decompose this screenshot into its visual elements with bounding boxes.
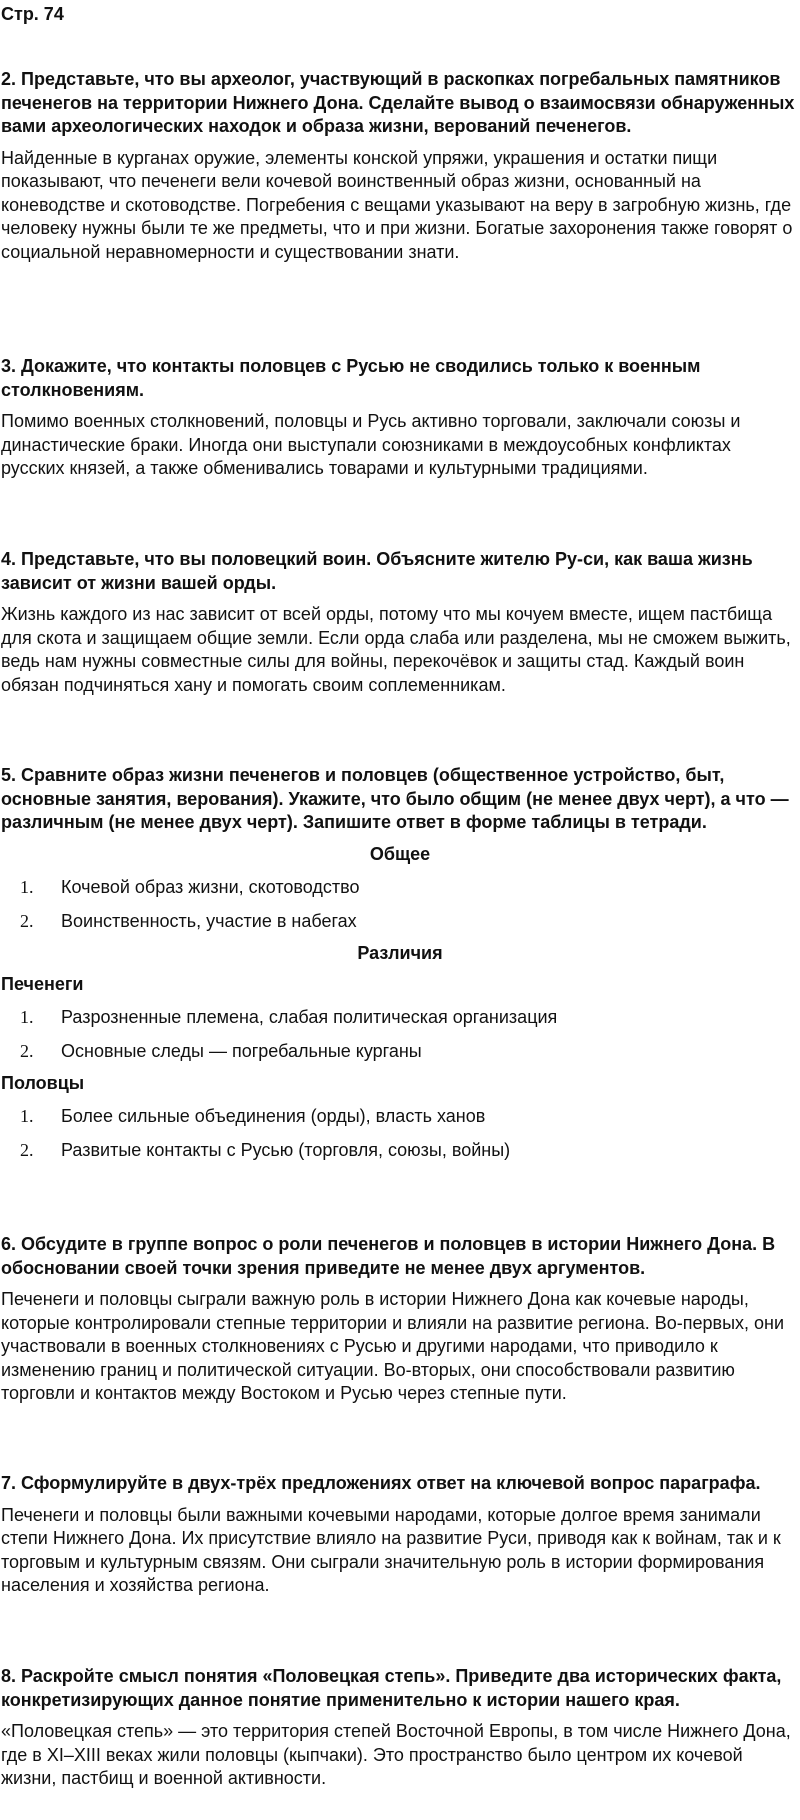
task-6-answer: Печенеги и половцы сыграли важную роль в истории Нижнего Дона как кочевые народы, которые контролировали степные территории и влияли на развитие региона. Во-первых, они участвовали в военных столкновениях с Русью и другими народами, что приводило к изменению границ и политической ситуации. Во-вторых, они способствовали развитию торговли и контактов между Востоком и Русью через степные пути.: [1, 1289, 785, 1403]
list-number: 1.: [20, 1105, 34, 1126]
task-4-question: 4. Представьте, что вы половецкий воин. Объясните жителю Ру-си, как ваша жизнь зависит от жизни вашей орды.: [1, 549, 753, 593]
task-5: [1, 764, 799, 1167]
list-item: [1, 1000, 799, 1034]
list-item-text: Более сильные объединения (орды), власть ханов: [61, 1105, 486, 1126]
task-4: [1, 548, 799, 697]
list-number: 2.: [20, 1139, 34, 1160]
list-item-text: Развитые контакты с Русью (торговля, союзы, войны): [61, 1139, 511, 1160]
list-number: 1.: [20, 1006, 34, 1027]
list-item: [1, 1034, 799, 1068]
task-6-question: 6. Обсудите в группе вопрос о роли печенегов и половцев в истории Нижнего Дона. В обосновании своей точки зрения приведите не менее двух аргументов.: [1, 1234, 776, 1278]
list-item: [1, 1133, 799, 1167]
polovtsy-list: [1, 1099, 799, 1167]
common-list: [1, 870, 799, 938]
list-number: 2.: [20, 910, 34, 931]
pechenegs-list: [1, 1000, 799, 1068]
task-2-answer: Найденные в курганах оружие, элементы конской упряжи, украшения и остатки пищи показывают, что печенеги вели кочевой воинственный образ жизни, основанный на коневодстве и скотоводстве. Погребения с вещами указывают на веру в загробную жизнь, где человеку нужны были те же предметы, что и при жизни. Богатые захоронения также говорят о социальной неравномерности и существовании знати.: [1, 147, 793, 262]
list-item: [1, 904, 799, 938]
list-item: [1, 870, 799, 904]
task-2: [1, 68, 799, 264]
task-8-question: 8. Раскройте смысл понятия «Половецкая степь». Приведите два исторических факта, конкретизирующих данное понятие применительно к истории нашего края.: [1, 1666, 782, 1710]
task-3-question: 3. Докажите, что контакты половцев с Русью не сводились только к военным столкновениям.: [1, 356, 701, 400]
list-item: [1, 1099, 799, 1133]
list-number: 2.: [20, 1040, 34, 1061]
task-3-answer: Помимо военных столкновений, половцы и Русь активно торговали, заключали союзы и династические браки. Иногда они выступали союзниками в междоусобных конфликтах русских князей, а также обменивались товарами и культурными традициями.: [1, 411, 741, 478]
list-item-text: Воинственность, участие в набегах: [61, 910, 357, 931]
list-number: 1.: [20, 876, 34, 897]
list-item-text: Основные следы — погребальные курганы: [61, 1040, 422, 1061]
task-7: [1, 1472, 799, 1598]
polovtsy-heading: Половцы: [1, 1072, 85, 1093]
task-6: [1, 1233, 799, 1406]
task-7-answer: Печенеги и половцы были важными кочевыми народами, которые долгое время занимали степи Нижнего Дона. Их присутствие влияло на развитие Руси, приводя как к войнам, так и к торговым и культурным связям. Они сыграли значительную роль в истории формирования населения и хозяйства региона.: [1, 1504, 781, 1595]
task-4-answer: Жизнь каждого из нас зависит от всей орды, потому что мы кочуем вместе, ищем пастбища для скота и защищаем общие земли. Если орда слаба или разделена, мы не сможем выжить, ведь нам нужны совместные силы для войны, перекочёвок и защиты стад. Каждый воин обязан подчиняться хану и помогать своим соплеменникам.: [1, 604, 791, 695]
task-5-question: 5. Сравните образ жизни печенегов и половцев (общественное устройство, быт, основные занятия, верования). Укажите, что было общим (не менее двух черт), а что — различным (не менее двух черт). Запишите ответ в форме таблицы в тетради.: [1, 765, 789, 832]
task-8: [1, 1665, 799, 1791]
task-2-question: 2. Представьте, что вы археолог, участвующий в раскопках погребальных памятников печенегов на территории Нижнего Дона. Сделайте вывод о взаимосвязи обнаруженных вами археологических находок и образа жизни, верований печенегов.: [1, 69, 795, 136]
task-3: [1, 355, 799, 481]
pechenegs-heading: Печенеги: [1, 973, 84, 994]
task-7-question: 7. Сформулируйте в двух-трёх предложениях ответ на ключевой вопрос параграфа.: [1, 1473, 761, 1493]
list-item-text: Разрозненные племена, слабая политическая организация: [61, 1006, 558, 1027]
page-number: Стр. 74: [1, 4, 64, 24]
list-item-text: Кочевой образ жизни, скотоводство: [61, 876, 360, 897]
common-heading: Общее: [369, 843, 431, 864]
differences-heading: Различия: [357, 942, 443, 963]
task-8-answer: «Половецкая степь» — это территория степей Восточной Европы, в том числе Нижнего Дона, где в XI–XIII веках жили половцы (кыпчаки). Это пространство было центром их кочевой жизни, пастбищ и военной активности.: [1, 1721, 791, 1788]
